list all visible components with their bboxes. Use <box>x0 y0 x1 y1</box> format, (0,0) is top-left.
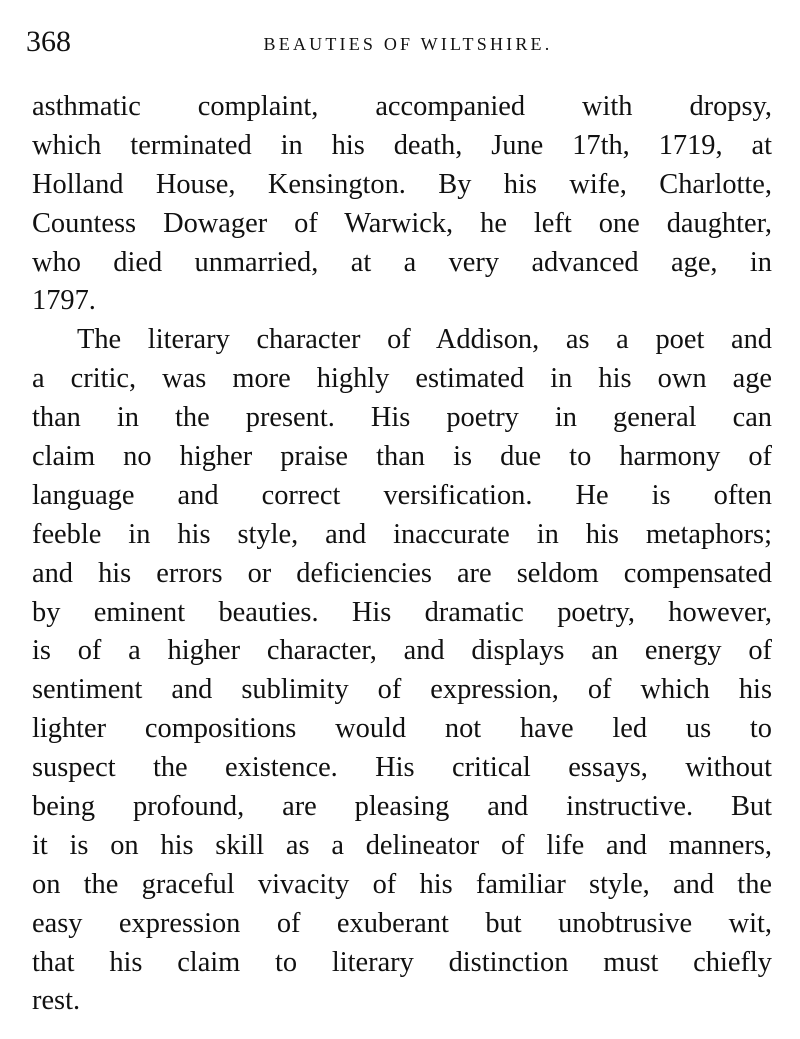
text-line: claim no higher praise than is due to harmony of <box>32 441 772 473</box>
text-line: language and correct versification. He is often <box>32 479 772 511</box>
text-line: feeble in his style, and inaccurate in his metaphors; <box>32 518 772 550</box>
text-line: is of a higher character, and displays an energy of <box>32 635 772 667</box>
text-line: it is on his skill as a delineator of life and manners, <box>32 829 772 861</box>
text-line: which terminated in his death, June 17th, 1719, at <box>32 129 772 161</box>
text-line: a critic, was more highly estimated in his own age <box>32 363 772 395</box>
running-title: BEAUTIES OF WILTSHIRE. <box>263 34 553 54</box>
text-line: than in the present. His poetry in general can <box>32 402 772 434</box>
text-line: Holland House, Kensington. By his wife, Charlotte, <box>32 168 772 200</box>
text-line: lighter compositions would not have led us to <box>32 713 772 745</box>
text-line: sentiment and sublimity of expression, of which his <box>32 674 772 706</box>
text-line: asthmatic complaint, accompanied with dropsy, <box>32 91 772 122</box>
text-line: by eminent beauties. His dramatic poetry, however, <box>32 596 772 628</box>
text-line: easy expression of exuberant but unobtrusive wit, <box>32 907 772 939</box>
text-line: being profound, are pleasing and instructive. But <box>32 791 772 823</box>
page-header <box>26 22 770 62</box>
paragraph-continuation <box>32 88 772 321</box>
text-line: on the graceful vivacity of his familiar style, and the <box>32 868 772 900</box>
page-number: 368 <box>26 25 71 58</box>
text-line: rest. <box>32 985 81 1017</box>
text-line: suspect the existence. His critical essays, without <box>32 752 772 784</box>
text-line: Countess Dowager of Warwick, he left one daughter, <box>32 207 772 239</box>
body-text <box>32 88 772 1021</box>
text-line: 1797. <box>32 285 96 317</box>
text-line: and his errors or deficiencies are seldom compensated <box>32 557 772 589</box>
text-line: who died unmarried, at a very advanced age, in <box>32 246 772 278</box>
text-line: that his claim to literary distinction must chiefly <box>32 946 772 978</box>
paragraph-addison-character <box>32 321 772 1021</box>
text-line: The literary character of Addison, as a poet and <box>77 324 772 356</box>
